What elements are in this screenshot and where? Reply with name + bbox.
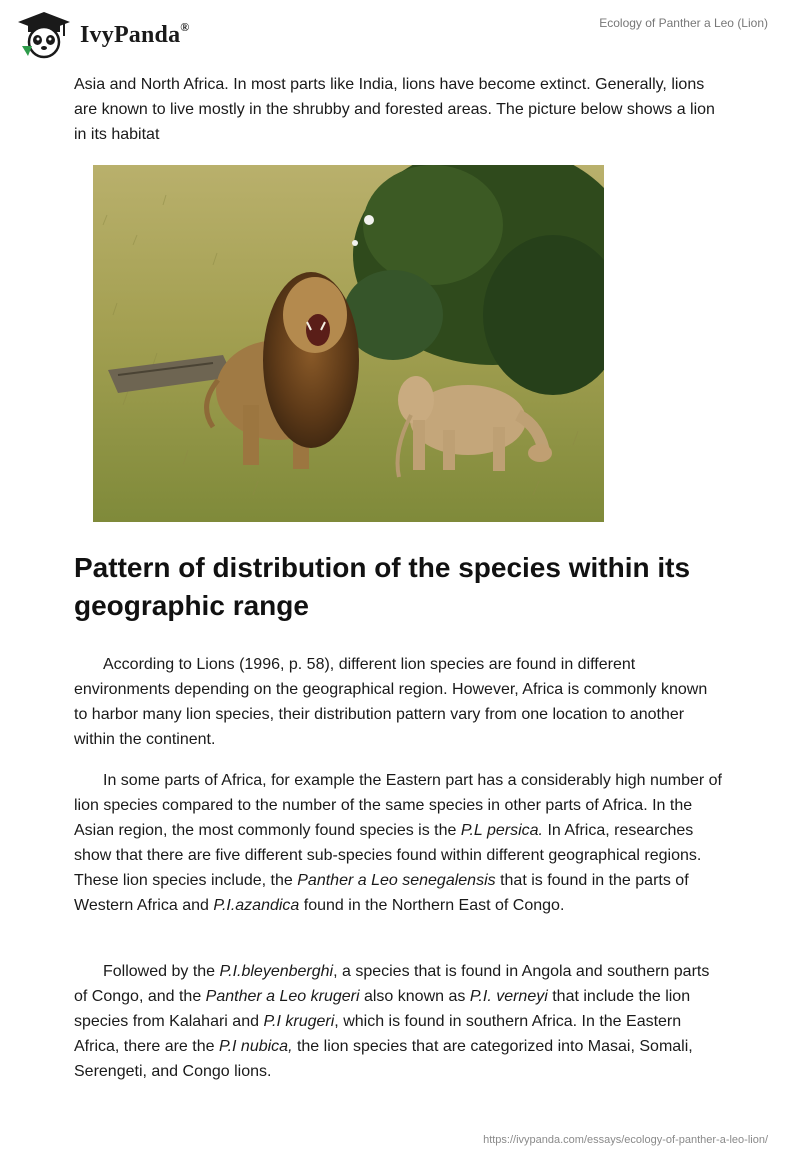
text-run: the lion species that are categorized into Masai, Somali, Serengeti, and Congo lions. bbox=[74, 1038, 693, 1080]
text-run: found in the Northern East of Congo. bbox=[299, 897, 565, 914]
text-run: , which is found in southern Africa. In the Eastern Africa, there are the bbox=[74, 1013, 682, 1055]
species-name: P.I. verneyi bbox=[469, 988, 548, 1005]
species-name: Panther a Leo krugeri bbox=[205, 988, 360, 1005]
section-heading: Pattern of distribution of the species within its geographic range bbox=[74, 552, 691, 621]
paragraph-distribution: According to Lions (1996, p. 58), different lion species are found in different environments depending on the geographical region. However, Africa is commonly known to harbor many lion species, their distribution pattern vary from one location to another within the continent. bbox=[74, 656, 708, 748]
panda-graduate-icon bbox=[14, 10, 74, 60]
lion-habitat-photo bbox=[93, 165, 604, 522]
species-name: P.I krugeri bbox=[263, 1013, 335, 1030]
intro-paragraph: Asia and North Africa. In most parts like India, lions have become extinct. Generally, lions are known to live mostly in the shrubby and forested areas. The picture below shows a lion in its habitat bbox=[74, 76, 715, 143]
text-run: that include the lion species from Kalahari and bbox=[74, 988, 691, 1030]
text-run: that is found in the parts of Western Africa and bbox=[74, 872, 689, 914]
text-run: In some parts of Africa, for example the Eastern part has a considerably high number of lion species compared to the number of the same species in other parts of Africa. In the Asian region, the most commonly found species is the bbox=[74, 772, 722, 839]
species-name: P.I.azandica bbox=[213, 897, 300, 914]
text-run: Followed by the bbox=[103, 963, 220, 980]
page-header bbox=[0, 0, 800, 72]
text-run: also known as bbox=[359, 988, 470, 1005]
text-run: , a species that is found in Angola and southern parts of Congo, and the bbox=[74, 963, 710, 1005]
species-name: P.I nubica, bbox=[218, 1038, 293, 1055]
ivypanda-logo[interactable] bbox=[14, 10, 189, 60]
document-title: Ecology of Panther a Leo (Lion) bbox=[599, 16, 768, 30]
text-run: In Africa, researches show that there are five different sub-species found within different geographical regions. These lion species include, the bbox=[74, 822, 702, 889]
species-name: P.I.bleyenberghi bbox=[219, 963, 334, 980]
logo-wordmark: IvyPanda® bbox=[80, 19, 190, 48]
source-url-link[interactable]: https://ivypanda.com/essays/ecology-of-panther-a-leo-lion/ bbox=[483, 1134, 768, 1146]
species-name: P.L persica. bbox=[460, 822, 543, 839]
paragraph-southern-eastern bbox=[74, 959, 724, 1084]
species-name: Panther a Leo senegalensis bbox=[297, 872, 496, 889]
paragraph-subspecies bbox=[74, 768, 724, 918]
